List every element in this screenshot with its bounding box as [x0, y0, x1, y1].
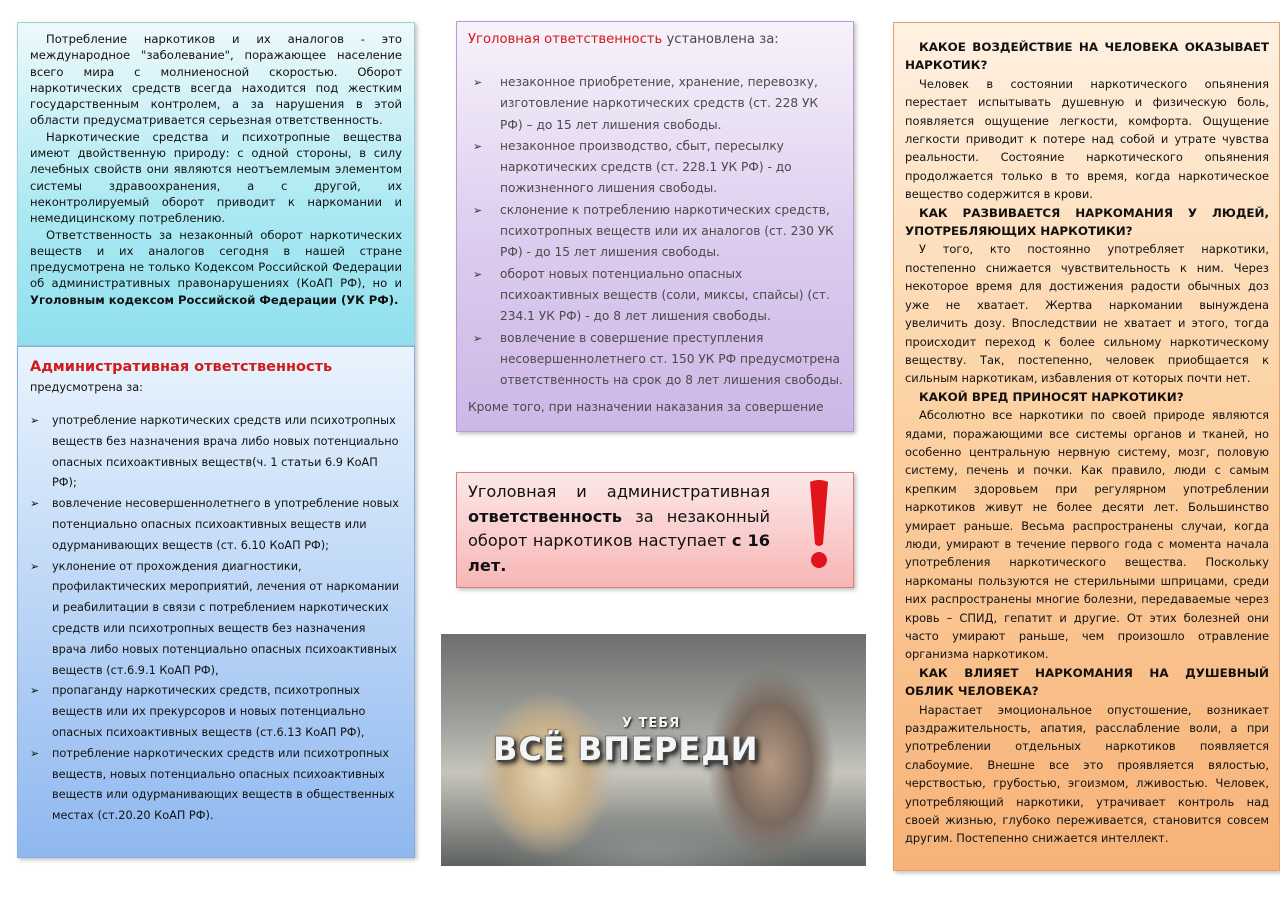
- movie-poster-image: [441, 634, 866, 866]
- arrow-bullet-icon: ➢: [473, 203, 483, 217]
- admin-subtitle: предусмотрена за:: [30, 381, 143, 394]
- section-text: У того, кто постоянно употребляет наркотики, постепенно снижается чувствительность к ним. Через некоторое время для достижения радости обычных доз уже не хватает. Жертва наркомании вынуждена увеличить дозу. Впоследствии не хватает и этого, тогда происходит переход к более сильному наркотическому веществу. Так, постепенно, человек приобщается к сильным наркотикам, избавления от которых почти нет.: [905, 242, 1269, 386]
- criminal-title-rest: установлена за:: [662, 32, 779, 47]
- list-item: [30, 744, 402, 827]
- arrow-bullet-icon: ➢: [30, 497, 40, 511]
- section-text: Абсолютно все наркотики по своей природе являются ядами, поражающими все системы органов и тканей, но особенно центральную нервную систему, мозг, половую систему, печень и почки. Как правило, люди с самым крепким здоровьем при регулярном употреблении наркотиков живут не более десяти лет. Большинство умирает раньше. Весьма распространены случаи, когда люди, умирают в течение первого года с момента начала употребления наркотического вещества. Поскольку наркоманы пользуются не стерильными шприцами, среди них распространены многие болезни, передаваемые через кровь – СПИД, гепатит и другие. От этих болезней они часто умирают раньше, чем произошло отравление организма наркотиком.: [905, 408, 1269, 662]
- criminal-extra-text: Кроме того, при назначении наказания за совершение: [468, 400, 824, 415]
- list-item-text: незаконное производство, сбыт, пересылку наркотических средств (ст. 228.1 УК РФ) - до пожизненного лишения свободы.: [500, 138, 792, 196]
- list-item-text: употребление наркотических средств или психотропных веществ без назначения врача либо новых потенциально опасных психоактивных веществ(ч. 1 статьи 6.9 КоАП РФ);: [52, 414, 399, 490]
- intro-paragraph: Наркотические средства и психотропные вещества имеют двойственную природу: с одной стороны, в силу лечебных свойств они являются неотъемлемым элементом системы здравоохранения, а с другой, их неконтролируемый оборот приводит к наркомании и немедицинскому потреблению.: [30, 129, 402, 226]
- arrow-bullet-icon: ➢: [473, 76, 483, 89]
- arrow-bullet-icon: ➢: [473, 267, 483, 281]
- admin-title: Административная ответственность: [30, 359, 333, 375]
- list-item: [468, 264, 843, 328]
- intro-paragraph-text: Ответственность за незаконный оборот наркотических веществ и их аналогов сегодня в нашей стране предусмотрена не только Кодексом Российской Федерации об административных правонарушениях (КоАП РФ), но и: [30, 227, 402, 291]
- poster-subtitle: У ТЕБЯ: [622, 716, 681, 731]
- section-text: Нарастает эмоциональное опустошение, возникает раздражительность, апатия, расслабление воли, а при употреблении отдельных наркотиков появляется слабоумие. Внешне все это проявляется вялостью, черствостью, грубостью, эгоизмом, лживостью. Человек, употребляющий наркотики, утрачивает контроль над своей жизнью, глубоко переживается, становится совсем другим. Постепенно снижается интеллект.: [905, 702, 1269, 846]
- list-item: [468, 328, 843, 392]
- arrow-bullet-icon: ➢: [30, 684, 40, 698]
- poster-title: ВСЁ ВПЕРЕДИ: [493, 730, 759, 768]
- list-item-text: вовлечение в совершение преступления несовершеннолетнего ст. 150 УК РФ предусмотрена ответственность на срок до 8 лет лишения свободы.: [500, 330, 843, 388]
- list-item: [30, 681, 402, 743]
- warning-text-part: за незаконный оборот наркотиков наступает: [468, 506, 770, 550]
- list-item: [30, 411, 402, 494]
- arrow-bullet-icon: ➢: [30, 559, 40, 573]
- list-item-text: потребление наркотических средств или психотропных веществ, новых потенциально опасных психоактивных веществ или одурманивающих веществ в общественных местах (ст.20.20 КоАП РФ).: [52, 746, 395, 823]
- warning-text-bold: с 16 лет.: [468, 531, 770, 575]
- list-item-text: пропаганду наркотических средств, психотропных веществ или их прекурсоров и новых потенциально опасных психоактивных веществ (ст.6.13 КоАП РФ),: [52, 684, 366, 739]
- age-warning-box: [456, 472, 854, 588]
- arrow-bullet-icon: ➢: [30, 746, 40, 760]
- warning-text-bold: ответственность: [468, 506, 623, 526]
- criminal-title-accent: Уголовная ответственность: [468, 32, 663, 47]
- list-item: [468, 72, 843, 136]
- list-item-text: склонение к потреблению наркотических средств, психотропных веществ или их аналогов (ст. 230 УК РФ) - до 15 лет лишения свободы.: [500, 202, 834, 260]
- arrow-bullet-icon: ➢: [473, 139, 483, 153]
- list-item-text: уклонение от прохождения диагностики, профилактических мероприятий, лечения от наркомании и реабилитации в связи с потреблением наркотических средств или психотропных веществ без назначения врача либо новых потенциально опасных психоактивных веществ (ст.6.9.1 КоАП РФ),: [52, 559, 400, 677]
- criminal-list: [468, 72, 843, 391]
- section-heading: КАК ВЛИЯЕТ НАРКОМАНИЯ НА ДУШЕВНЫЙ ОБЛИК ЧЕЛОВЕКА?: [905, 665, 1269, 699]
- intro-paragraph: [30, 227, 402, 308]
- arrow-bullet-icon: ➢: [30, 414, 40, 427]
- list-item: [468, 136, 843, 200]
- criminal-title: [468, 30, 843, 50]
- intro-paragraph: Потребление наркотиков и их аналогов - это международное "заболевание", поражающее население всего мира с молниеносной скоростью. Оборот наркотических средств всегда находится под жестким государственным контролем, а за нарушения в этой области предусматривается серьезная ответственность.: [30, 32, 402, 128]
- list-item: [30, 494, 402, 556]
- list-item-text: оборот новых потенциально опасных психоактивных веществ (соли, миксы, спайсы) (ст. 234.1 УК РФ) - до 8 лет лишения свободы.: [500, 266, 830, 324]
- drug-effects-info-panel: [893, 22, 1280, 871]
- list-item-text: вовлечение несовершеннолетнего в употребление новых потенциально опасных психоактивных веществ или одурманивающих веществ (ст. 6.10 КоАП РФ);: [52, 497, 399, 552]
- administrative-responsibility-panel: [17, 346, 415, 858]
- warning-text-part: Уголовная и административная: [468, 482, 770, 501]
- arrow-bullet-icon: ➢: [473, 331, 483, 345]
- list-item-text: незаконное приобретение, хранение, перевозку, изготовление наркотических средств (ст. 228 УК РФ) – до 15 лет лишения свободы.: [500, 75, 819, 132]
- intro-paragraph-bold: Уголовным кодексом Российской Федерации (УК РФ).: [30, 292, 399, 307]
- criminal-responsibility-panel: [456, 21, 854, 432]
- list-item: [30, 557, 402, 682]
- list-item: [468, 200, 843, 264]
- admin-list: [30, 411, 402, 827]
- section-heading: КАК РАЗВИВАЕТСЯ НАРКОМАНИЯ У ЛЮДЕЙ, УПОТРЕБЛЯЮЩИХ НАРКОТИКИ?: [905, 205, 1269, 239]
- section-heading: КАКОЕ ВОЗДЕЙСТВИЕ НА ЧЕЛОВЕКА ОКАЗЫВАЕТ НАРКОТИК?: [905, 40, 1269, 73]
- warning-text: [468, 480, 770, 578]
- exclamation-icon: [806, 478, 832, 570]
- section-heading: КАКОЙ ВРЕД ПРИНОСЯТ НАРКОТИКИ?: [919, 389, 1184, 404]
- intro-panel: [17, 22, 415, 346]
- section-text: Человек в состоянии наркотического опьянения перестает испытывать душевную и физическую боль, появляется ощущение легкости, комфорта. Ощущение легкости приводит к потере над собой и утрате чувства реальности. Состояние наркотического опьянения продолжается только в то время, когда наркотическое вещество содержится в крови.: [905, 76, 1269, 202]
